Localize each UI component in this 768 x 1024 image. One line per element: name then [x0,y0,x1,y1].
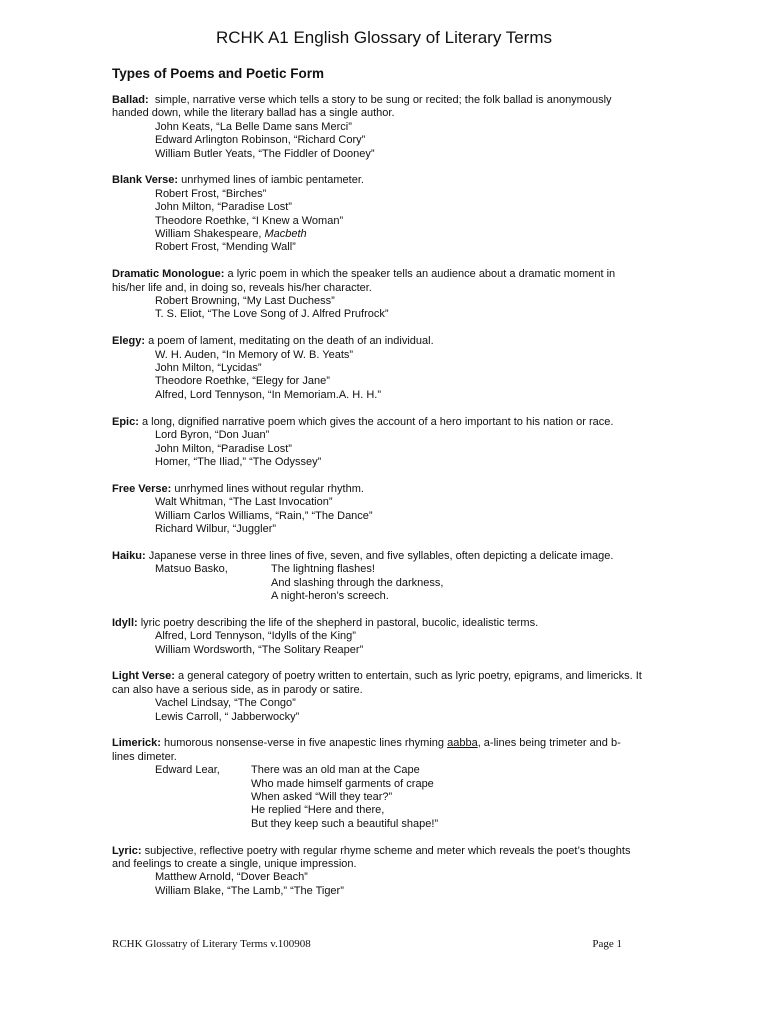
definition-text: , a-lines being trimeter and b-lines dimeter. [112,737,621,763]
poem-line: When asked “Will they tear?” [251,790,393,803]
example-line: Robert Frost, “Mending Wall” [155,241,296,254]
example-line: William Butler Yeats, “The Fiddler of Dooney” [155,147,375,160]
entry-epic [112,416,642,470]
entry-term: Ballad: [112,94,149,106]
poem-line: There was an old man at the Cape [251,764,420,777]
definition-text: Japanese verse in three lines of five, seven, and five syllables, often depicting a delicate image. [148,549,614,562]
example-line: Richard Wilbur, “Juggler” [155,522,277,535]
entry-term: Dramatic Monologue: [112,268,225,281]
entry-lyric [112,845,642,899]
example-line: Theodore Roethke, “I Knew a Woman” [155,214,344,227]
example-line: Walt Whitman, “The Last Invocation” [155,496,333,509]
entry-definition [112,845,642,872]
example-author: William Shakespeare, [155,228,262,241]
example-line: Homer, “The Iliad,” “The Odyssey” [155,455,322,468]
example-line: Alfred, Lord Tennyson, “Idylls of the King” [155,630,356,643]
definition-text: a general category of poetry written to entertain, such as lyric poetry, epigrams, and limericks. It can also have a serious side, as in parody or satire. [112,670,642,696]
entry-elegy [112,335,642,402]
definition-text: simple, narrative verse which tells a story to be sung or recited; the folk ballad is anonymously handed down, while the literary ballad has a single author. [112,94,612,120]
poem-lines [271,563,443,603]
poet-name: Edward Lear, [155,764,220,777]
entry-dramatic-monologue [112,268,642,322]
poem-line: Who made himself garments of crape [251,777,434,790]
definition-text: subjective, reflective poetry with regular rhyme scheme and meter which reveals the poet’s thoughts and feelings to create a single, unique impression. [112,844,631,870]
entry-idyll [112,617,642,657]
poem-lines [251,764,438,831]
entry-free-verse [112,483,642,537]
example-line: W. H. Auden, “In Memory of W. B. Yeats” [155,348,354,361]
entry-term: Elegy: [112,335,146,348]
poem-line: And slashing through the darkness, [271,576,444,589]
poem-line: A night-heron’s screech. [271,589,389,602]
entry-term: Free Verse: [112,482,172,495]
entry-term: Lyric: [112,844,142,857]
entry-definition [112,174,642,187]
definition-text: a poem of lament, meditating on the death of an individual. [148,335,434,348]
example-line: John Milton, “Paradise Lost” [155,201,292,214]
example-line: Vachel Lindsay, “The Congo” [155,697,296,710]
entry-term: Light Verse: [112,670,175,683]
entry-term: Limerick: [112,737,161,750]
definition-text: lyric poetry describing the life of the shepherd in pastoral, bucolic, idealistic terms. [140,616,539,629]
poet-name: Matsuo Basko, [155,563,228,576]
poem-line: He replied “Here and there, [251,804,385,817]
example-line: John Milton, “Paradise Lost” [155,442,292,455]
entry-term: Idyll: [112,616,138,629]
example-work-italic: Macbeth [264,228,307,241]
definition-text: unrhymed lines without regular rhythm. [174,482,364,495]
page-title: RCHK A1 English Glossary of Literary Terms [215,28,553,47]
example-line: Theodore Roethke, “Elegy for Jane” [155,375,330,388]
entry-term: Blank Verse: [112,174,179,187]
example-line: William Carlos Williams, “Rain,” “The Dance” [155,509,373,522]
entry-light-verse [112,670,642,724]
entry-limerick [112,737,642,831]
entry-definition [112,550,642,563]
footer-doc-version: RCHK Glossatry of Literary Terms v.100908 [112,938,311,950]
entry-definition [112,617,642,630]
entry-blank-verse [112,174,642,254]
example-line: Alfred, Lord Tennyson, “In Memoriam.A. H. H.” [155,388,381,401]
example-line: William Wordsworth, “The Solitary Reaper” [155,643,364,656]
example-line: John Milton, “Lycidas” [155,362,262,375]
entry-ballad [112,94,642,161]
footer-page-number: Page 1 [592,938,622,950]
page-footer [112,938,622,950]
poem-example [155,764,642,831]
entry-term: Haiku: [112,549,146,562]
poem-example [155,563,642,603]
definition-text: a long, dignified narrative poem which gives the account of a hero important to his nation or race. [141,415,614,428]
entry-term: Epic: [112,415,139,428]
entry-definition [112,737,642,764]
example-line: John Keats, “La Belle Dame sans Merci” [155,120,352,133]
definition-text: unrhymed lines of iambic pentameter. [181,174,364,187]
example-line: Robert Browning, “My Last Duchess” [155,295,335,308]
entry-definition [112,416,642,429]
section-heading: Types of Poems and Poetic Form [112,66,325,81]
example-line: Matthew Arnold, “Dover Beach” [155,871,308,884]
rhyme-scheme: aabba [447,737,478,750]
entry-definition [112,94,642,121]
poem-line: But they keep such a beautiful shape!” [251,817,439,830]
definition-text: a lyric poem in which the speaker tells an audience about a dramatic moment in his/her life and, in doing so, reveals his/her character. [112,268,616,294]
example-line: Lewis Carroll, “ Jabberwocky” [155,710,300,723]
example-line: Edward Arlington Robinson, “Richard Cory” [155,134,366,147]
entry-definition [112,335,642,348]
poem-line: The lightning flashes! [271,563,375,576]
entry-definition [112,670,642,697]
example-line: T. S. Eliot, “The Love Song of J. Alfred Prufrock” [155,308,389,321]
example-line: William Blake, “The Lamb,” “The Tiger” [155,884,344,897]
example-line [155,228,642,241]
entry-definition [112,483,642,496]
glossary-content [112,94,642,912]
example-line: Robert Frost, “Birches” [155,187,267,200]
example-line: Lord Byron, “Don Juan” [155,429,270,442]
entry-haiku [112,550,642,604]
definition-text: humorous nonsense-verse in five anapestic lines rhyming [163,737,445,750]
entry-definition [112,268,642,295]
